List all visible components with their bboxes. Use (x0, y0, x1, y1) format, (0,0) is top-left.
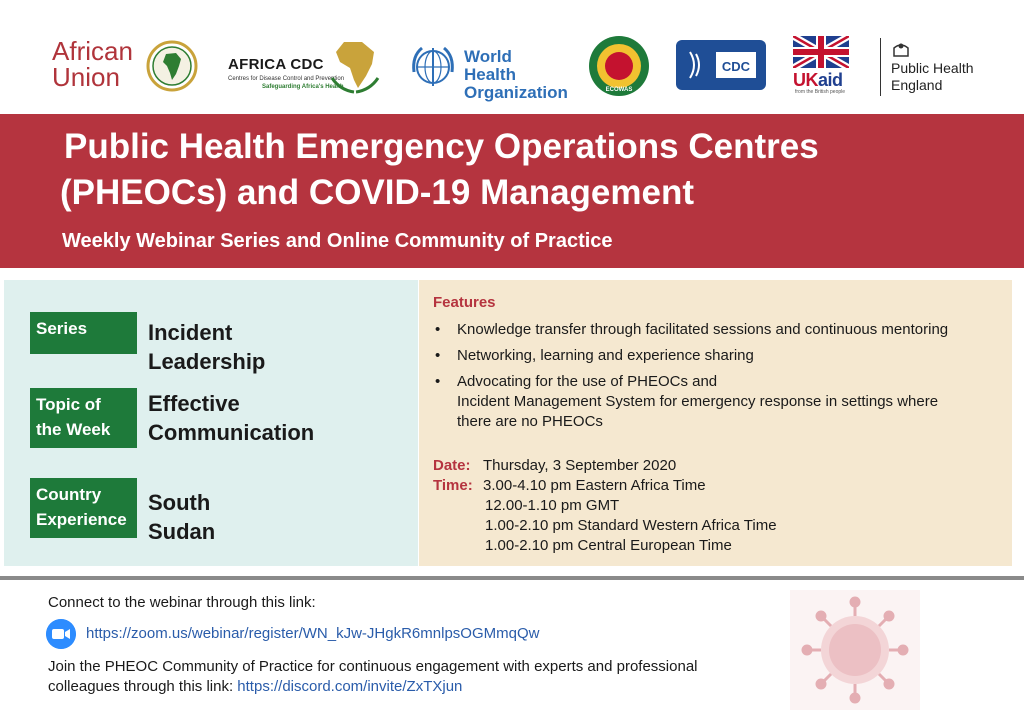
time-line-4: 1.00-2.10 pm Central European Time (485, 537, 732, 554)
zoom-icon (46, 619, 76, 649)
union-jack-icon (793, 36, 849, 68)
page-title (60, 124, 1000, 216)
africa-cdc-tagline: Safeguarding Africa's Health (262, 84, 344, 90)
bullet-icon: • (435, 373, 441, 390)
date-label: Date: (433, 457, 471, 474)
country-tag-line2: Experience (36, 510, 127, 529)
join-text-body: Join the PHEOC Community of Practice for continuous engagement with experts and professional colleagues through this link: (48, 658, 698, 695)
ukaid-sub: from the British people (795, 89, 846, 95)
ecowas-emblem-icon (588, 35, 650, 97)
features-title: Features (433, 294, 496, 311)
feature-text-3b: Incident Management System for emergency response in settings where (457, 393, 939, 410)
phe-logo (880, 38, 991, 96)
title-line2: (PHEOCs) and COVID-19 Management (60, 173, 694, 212)
topic-tag-line1: Topic of (36, 395, 101, 414)
who-emblem-icon (408, 42, 458, 92)
session-info-panel (4, 280, 418, 566)
phe-line1: Public Health (891, 60, 974, 76)
time-line-2: 12.00-1.10 pm GMT (485, 497, 620, 514)
virus-icon (790, 590, 920, 710)
bullet-icon: • (435, 321, 441, 338)
feature-text-3c: there are no PHEOCs (457, 413, 603, 430)
time-list (483, 476, 777, 556)
feature-text-2: Networking, learning and experience sharing (457, 347, 754, 364)
time-line-3: 1.00-2.10 pm Standard Western Africa Time (485, 517, 777, 534)
country-tag-line1: Country (36, 485, 102, 504)
time-row (433, 476, 483, 496)
african-union-line1: African (52, 36, 133, 66)
series-value: Incident Leadership (148, 320, 266, 374)
who-text (464, 48, 568, 102)
african-union-logo-text (52, 38, 144, 90)
african-union-emblem-icon (146, 40, 198, 92)
ecowas-label: ECOWAS (605, 87, 633, 93)
title-banner (0, 114, 1024, 268)
topic-value-line2: Communication (148, 420, 315, 445)
bullet-icon: • (435, 347, 441, 364)
features-list (433, 320, 1003, 438)
list-item (433, 320, 1003, 340)
banner-subtitle: Weekly Webinar Series and Online Community of Practice (62, 230, 613, 252)
feature-text-3a: Advocating for the use of PHEOCs and (457, 373, 718, 390)
phe-text (891, 60, 974, 94)
section-divider (0, 576, 1024, 580)
features-panel (419, 280, 1012, 566)
ukaid-logo (793, 36, 851, 96)
africa-cdc-title: AFRICA CDC (228, 56, 324, 73)
ukaid-text (793, 70, 843, 91)
date-value: Thursday, 3 September 2020 (483, 457, 677, 474)
cdc-label: CDC (721, 59, 751, 74)
join-text (48, 657, 748, 697)
list-item (433, 346, 1003, 366)
connect-text: Connect to the webinar through this link: (48, 594, 316, 611)
list-item (433, 372, 1003, 432)
title-line1: Public Health Emergency Operations Centres (64, 127, 819, 166)
african-union-line2: Union (52, 62, 120, 92)
who-line2: Organization (464, 83, 568, 102)
country-value: South Sudan (148, 490, 216, 544)
time-label: Time: (433, 477, 473, 494)
africa-cdc-logo (226, 38, 386, 98)
phe-line2: England (891, 77, 943, 93)
ukaid-uk: UK (793, 70, 818, 90)
topic-tag-line2: the Week (36, 420, 111, 439)
country-tag (30, 478, 137, 538)
africa-cdc-subtitle: Centres for Disease Control and Prevention (228, 76, 345, 82)
series-tag: Series (30, 312, 137, 354)
topic-value (148, 389, 314, 447)
feature-text-1: Knowledge transfer through facilitated sessions and continuous mentoring (457, 321, 949, 338)
zoom-link[interactable]: https://zoom.us/webinar/register/WN_kJw-JHgkR6mnlpsOGMmqQw (86, 625, 540, 642)
africa-map-icon (326, 38, 384, 96)
cdc-hhs-logo (676, 40, 766, 90)
discord-link[interactable]: https://discord.com/invite/ZxTXjun (237, 678, 463, 695)
royal-crest-icon (891, 40, 911, 58)
date-row (433, 456, 676, 476)
who-logo (408, 40, 568, 102)
ukaid-aid: aid (818, 70, 843, 90)
topic-tag (30, 388, 137, 448)
time-line-1: 3.00-4.10 pm Eastern Africa Time (483, 477, 706, 494)
who-line1: World Health (464, 47, 516, 84)
partner-logos (0, 0, 1024, 114)
topic-value-line1: Effective (148, 391, 240, 416)
